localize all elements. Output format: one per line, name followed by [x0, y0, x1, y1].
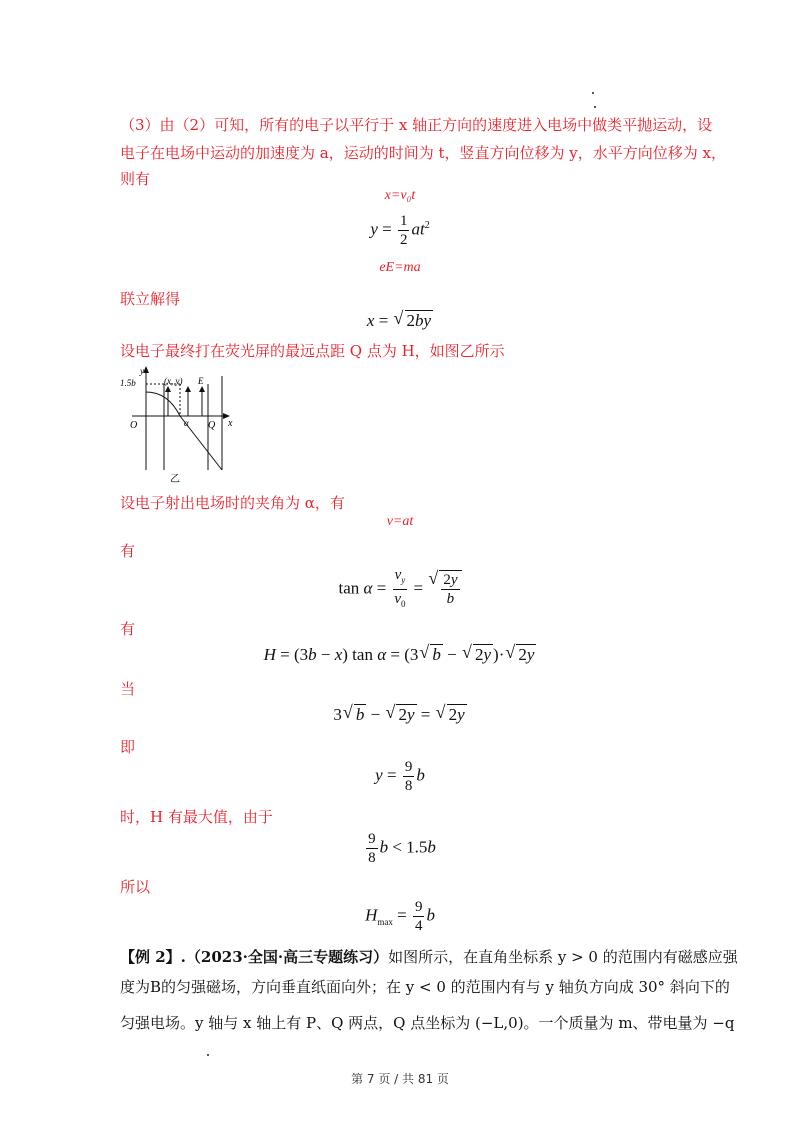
figure-caption: 乙	[170, 474, 180, 485]
page-footer: 第 7 页 / 共 81 页	[351, 1072, 449, 1086]
figure-label-E: E	[198, 376, 204, 386]
corner-dot	[594, 106, 596, 108]
figure-label-x: x	[228, 418, 233, 429]
equation-H-max: $H_{max}$ = $\frac{9}{4}$ b	[365, 899, 435, 934]
equation-y-half-at2: y = $\frac{1}{2}$ $at^2$	[370, 213, 430, 248]
equation-H: H = (3b − x) tan α = (3√ b − √ 2y )·√ 2y	[0, 644, 800, 665]
figure-label-O: O	[130, 420, 138, 431]
example-line-2: 度为B的匀强磁场，方向垂直纸面向外；在 y < 0 的范围内有与 y 轴负方向成 30° 斜向下的	[120, 978, 730, 996]
label-dang: 当	[120, 680, 136, 698]
equation-x-v0t: x=v₀t	[384, 188, 416, 203]
equation-y-9-8-b: y = $\frac{9}{8}$ b	[375, 759, 425, 794]
label-you-1: 有	[120, 542, 136, 560]
intro-line-1: （3）由（2）可知，所有的电子以平行于 x 轴正方向的速度进入电场中做类平抛运动，设	[120, 116, 713, 134]
solve-label: 联立解得	[120, 290, 181, 308]
far-point-text: 设电子最终打在荧光屏的最远点距 Q 点为 H，如图乙所示	[120, 342, 505, 360]
example-line-1-rest: 如图所示，在直角坐标系 y > 0 的范围内有磁感应强	[388, 948, 738, 966]
figure-yi	[118, 366, 258, 486]
example-line-1	[120, 942, 738, 972]
equation-condition: 3√ b − √ 2y = √ 2y	[0, 704, 800, 725]
corner-dot	[592, 92, 594, 94]
label-you-2: 有	[120, 620, 136, 638]
angle-text: 设电子射出电场时的夹角为 α，有	[120, 494, 345, 512]
label-ji: 即	[120, 738, 136, 756]
figure-label-Q: Q	[208, 420, 216, 431]
label-suoyi: 所以	[120, 878, 151, 896]
bottom-dot	[207, 1054, 209, 1056]
intro-line-3: 则有	[120, 170, 151, 188]
intro-line-2: 电子在电场中运动的加速度为 a，运动的时间为 t，竖直方向位移为 y，水平方向位移为 x，	[120, 144, 726, 162]
max-text: 时，H 有最大值，由于	[120, 808, 273, 826]
equation-x-sqrt-2by: x = √ 2by	[0, 310, 800, 331]
figure-label-15b: 1.5b	[120, 378, 136, 388]
figure-label-xy: (x, y)	[164, 376, 183, 386]
equation-v-at: v=at	[386, 514, 414, 529]
example-tag: 【例 2】.（2023·全国·高三专题练习）	[120, 948, 389, 966]
figure-label-alpha: α	[184, 418, 189, 428]
equation-inequality: $\frac{9}{8}$ b < 1.5b	[368, 831, 436, 866]
example-line-3: 匀强电场。y 轴与 x 轴上有 P、Q 两点，Q 点坐标为 (−L,0)。一个质量为 m、带电量为 −q	[120, 1014, 735, 1032]
equation-tan-alpha: tan α = $\frac{v_y}{v_0}$ = √ $\frac{2y}{b}$	[0, 566, 800, 613]
equation-eE-ma: eE=ma	[379, 260, 421, 275]
figure-label-y: y	[140, 366, 144, 376]
